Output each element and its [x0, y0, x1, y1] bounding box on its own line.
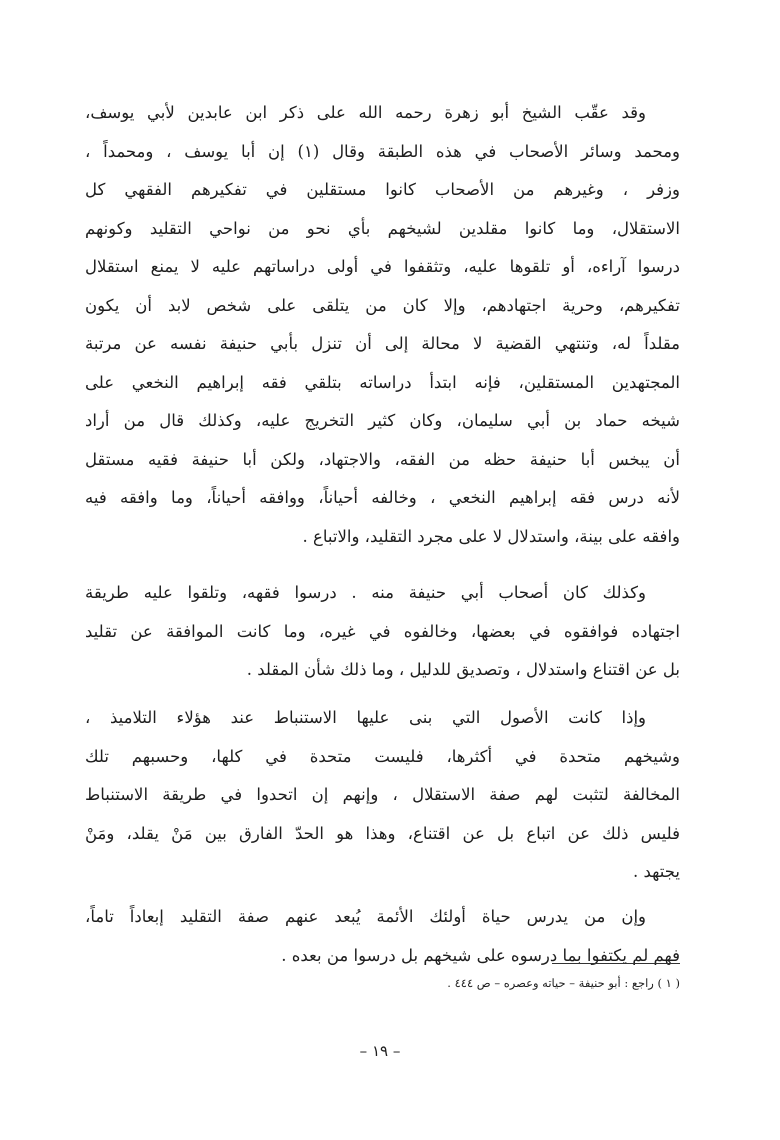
text-line: وقد عقّب الشيخ أبو زهرة رحمه الله على ذكر ابن عابدين لأبي يوسف، — [85, 103, 646, 122]
page-number: – ١٩ – — [359, 1042, 401, 1060]
text-line: الاستقلال، وما كانوا مقلدين لشيخهم بأي نحو من نواحي التقليد وكونهم — [85, 218, 680, 238]
text-line: اجتهاده فوافقوه في بعضها، وخالفوه في غيره، وما كانت الموافقة عن تقليد — [85, 621, 680, 641]
text-line: بل عن اقتناع واستدلال ، وتصديق للدليل ، وما ذلك شأن المقلد . — [246, 660, 680, 679]
text-line: أن يبخس أبا حنيفة حظه من الفقه، والاجتهاد، ولكن أبا حنيفة فقيه مستقل — [85, 449, 680, 469]
text-line: مقلداً له، وتنتهي القضية لا محالة إلى أن تنزل بأبي حنيفة نفسه عن مرتبة — [85, 334, 680, 353]
text-line: لأنه درس فقه إبراهيم النخعي ، وخالفه أحياناً، ووافقه أحياناً، وما وافقه فيه — [85, 488, 680, 507]
footnote-divider — [552, 963, 680, 964]
text-line: وكذلك كان أصحاب أبي حنيفة منه . درسوا فقهه، وتلقوا عليه طريقة — [85, 583, 646, 602]
text-line: المجتهدين المستقلين، فإنه ابتدأ دراساته بتلقي فقه إبراهيم النخعي على — [85, 372, 680, 392]
text-line: ومحمد وسائر الأصحاب في هذه الطبقة وقال (١) إن أبا يوسف ، ومحمداً ، — [85, 141, 680, 161]
paragraph-2 — [85, 574, 680, 690]
text-line: شيخه حماد بن أبي سليمان، وكان كثير التخريج عليه، وكذلك قال من أراد — [85, 411, 680, 430]
text-line: وافقه على بينة، واستدلال لا على مجرد التقليد، والاتباع . — [302, 526, 680, 546]
paragraph-3 — [85, 699, 680, 892]
paragraph-1 — [85, 94, 680, 556]
text-line: وإذا كانت الأصول التي بنى عليها الاستنباط عند هؤلاء التلاميذ ، — [85, 708, 646, 727]
text-line: وشيخهم متحدة في أكثرها، فليست متحدة في كلها، وحسبهم تلك — [85, 746, 680, 766]
text-line: فهم لم يكتفوا بما درسوه على شيخهم بل درسوا من بعده . — [281, 945, 680, 965]
text-line: درسوا آراءه، أو تلقوها عليه، وتثقفوا في أولى دراساتهم عليه لا يمنع استقلال — [85, 257, 680, 276]
text-line: يجتهد . — [633, 862, 680, 881]
footnote: ( ١ ) راجع : أبو حنيفة – حياته وعصره – ص ٤٤٤ . — [447, 976, 680, 990]
text-line: المخالفة لتثبت لهم صفة الاستقلال ، وإنهم إن اتحدوا في طريقة الاستنباط — [85, 785, 680, 804]
text-line: فليس ذلك عن اتباع بل عن اقتناع، وهذا هو الحدّ الفارق بين مَنْ يقلد، ومَنْ — [85, 823, 680, 843]
text-line: وإن من يدرس حياة أولئك الأئمة يُبعد عنهم صفة التقليد إبعاداً تاماً، — [85, 907, 646, 926]
text-line: تفكيرهم، وحرية اجتهادهم، وإلا كان من يتلقى على شخص لابد أن يكون — [85, 295, 680, 315]
text-line: وزفر ، وغيرهم من الأصحاب كانوا مستقلين في تفكيرهم الفقهي كل — [85, 180, 680, 199]
